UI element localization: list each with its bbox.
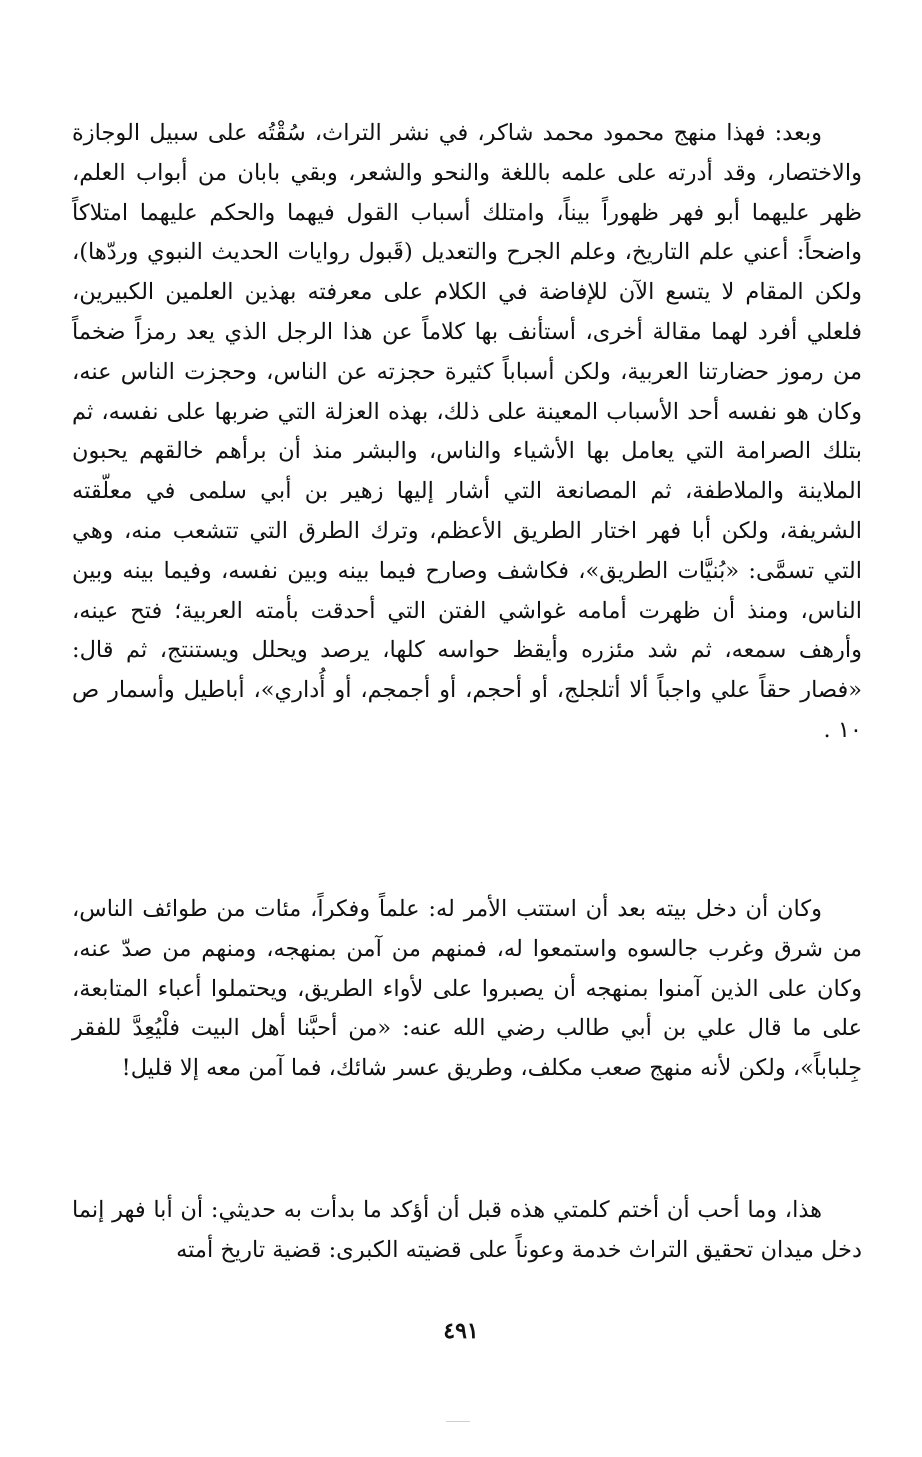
- body-paragraph-3: [72, 1191, 862, 1271]
- body-paragraph-1: [72, 114, 862, 751]
- page-number: ٤٩١: [443, 1318, 479, 1344]
- body-paragraph-2: [72, 890, 862, 1089]
- scan-mark: [446, 1421, 470, 1422]
- paragraph-text: هذا، وما أحب أن أختم كلمتي هذه قبل أن أؤكد ما بدأت به حديثي: أن أبا فهر إنما دخل ميدان تحقيق التراث خدمة وعوناً على قضيته الكبرى: قضية تاريخ أمته: [72, 1197, 862, 1263]
- paragraph-text: وكان أن دخل بيته بعد أن استتب الأمر له: علماً وفكراً، مئات من طوائف الناس، من شرق وغرب جالسوه واستمعوا له، فمنهم من آمن بمنهجه، ومنهم من صدّ عنه، وكان على الذين آمنوا بمنهجه أن يصبروا على لأواء الطريق، ويحتملوا أعباء المتابعة، على ما قال علي بن أبي طالب رضي الله عنه: «من أحبَّنا أهل البيت فلْيُعِدَّ للفقر جِلباباً»، ولكن لأنه منهج صعب مكلف، وطريق عسر شائك، فما آمن معه إلا قليل!: [72, 896, 862, 1082]
- paragraph-text: وبعد: فهذا منهج محمود محمد شاكر، في نشر التراث، سُقْتُه على سبيل الوجازة والاختصار، وقد أدرته على علمه باللغة والنحو والشعر، وبقي بابان من أبواب العلم، ظهر عليهما أبو فهر ظهوراً بيناً، وامتلك أسباب القول فيهما والحكم عليهما امتلاكاً واضحاً: أعني علم التاريخ، وعلم الجرح والتعديل (قَبول روايات الحديث النبوي وردّها)، ولكن المقام لا يتسع الآن للإفاضة في الكلام على معرفته بهذين العلمين الكبيرين، فلعلي أفرد لهما مقالة أخرى، أستأنف بها كلاماً عن هذا الرجل الذي يعد رمزاً ضخماً من رموز حضارتنا العربية، ولكن أسباباً كثيرة حجزته عن الناس، وحجزت الناس عنه، وكان هو نفسه أحد الأسباب المعينة على ذلك، بهذه العزلة التي ضربها على نفسه، ثم بتلك الصرامة التي يعامل بها الأشياء والناس، والبشر منذ أن برأهم خالقهم يحبون الملاينة والملاطفة، ثم المصانعة التي أشار إليها زهير بن أبي سلمى في معلّقته الشريفة، ولكن أبا فهر اختار الطريق الأعظم، وترك الطرق التي تتشعب منه، وهي التي تسمَّى: «بُنيَّات الطريق»، فكاشف وصارح فيما بينه وبين نفسه، وفيما بينه وبين الناس، ومنذ أن ظهرت أمامه غواشي الفتن التي أحدقت بأمته العربية؛ فتح عينه، وأرهف سمعه، ثم شد مئزره وأيقظ حواسه كلها، يرصد ويحلل ويستنتج، ثم قال: «فصار حقاً علي واجباً ألا أتلجلج، أو أحجم، أو أجمجم، أو أُداري»، أباطيل وأسمار ص ١٠ .: [72, 120, 862, 743]
